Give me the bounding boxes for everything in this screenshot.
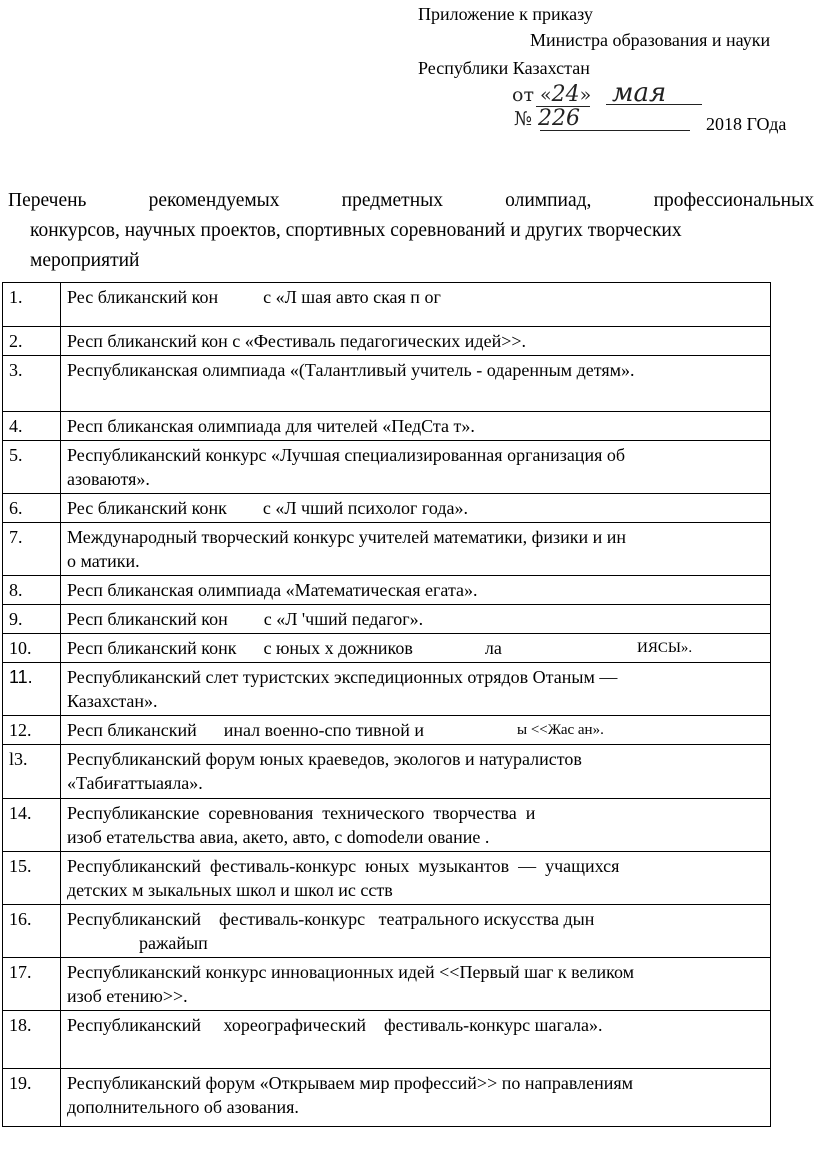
table-row [3, 716, 771, 745]
row-text-line: Рес бликанский кон с «Л шая авто ская п ог [67, 287, 441, 307]
row-number: 19. [3, 1069, 61, 1127]
row-number: 14. [3, 799, 61, 852]
table-row [3, 494, 771, 523]
table-row [3, 852, 771, 905]
row-number: 7. [3, 523, 61, 576]
row-text-line: Респ бликанский инал военно-спо тивной и [67, 720, 425, 740]
row-number: 6. [3, 494, 61, 523]
row-text-line: Респ бликанский кон с «Л 'чший педагог». [67, 609, 424, 629]
row-text [61, 283, 771, 327]
row-number: 1. [3, 283, 61, 327]
date-suffix: » [579, 84, 592, 106]
number-value: 226 [538, 106, 581, 131]
table-row [3, 745, 771, 799]
title-word: олимпиад, [505, 190, 592, 211]
row-text [61, 958, 771, 1011]
date-day: 24 [551, 82, 580, 107]
table-row [3, 441, 771, 494]
row-text-line: Республиканский форум юных краеведов, экологов и натуралистов [67, 749, 582, 769]
title-word: Перечень [8, 190, 87, 211]
header-year: 2018 ГОда [706, 114, 787, 134]
row-text-line: Рес бликанский конк с «Л чший психолог года». [67, 498, 468, 518]
row-text-line: Республиканский фестиваль-конкурс юных музыкантов — учащихся [67, 856, 620, 876]
row-number: 10. [3, 634, 61, 663]
row-text-line: Республиканский форум «Открываем мир профессий>> по направлениям [67, 1073, 634, 1093]
table-row [3, 1011, 771, 1069]
table-row [3, 634, 771, 663]
row-number: 4. [3, 412, 61, 441]
row-number: 8. [3, 576, 61, 605]
row-text: Респ бликанский конк с юных х дожников ла ИЯСЫ». [61, 634, 771, 663]
row-text [61, 327, 771, 356]
row-text-line: Респ бликанская олимпиада для чителей «ПедСта т». [67, 416, 475, 436]
row-number: 16. [3, 905, 61, 958]
date-stamp [512, 82, 591, 107]
row-text-line: изоб етению>>. [67, 986, 188, 1006]
header-line-2: Министра образования и науки [530, 30, 771, 50]
row-number: 15. [3, 852, 61, 905]
order-number [514, 106, 580, 131]
title-word: профессиональных [653, 190, 814, 211]
table-row [3, 958, 771, 1011]
row-number: 12. [3, 716, 61, 745]
date-prefix: от « [512, 84, 552, 106]
row-text-line: Республиканский конкурс инновационных идей <<Первый шаг к великом [67, 962, 635, 982]
table-row [3, 576, 771, 605]
header-line-1: Приложение к приказу [418, 4, 593, 24]
row-text [61, 494, 771, 523]
row-text [61, 663, 771, 716]
row-number: 11. [3, 663, 61, 716]
row-number: l3. [3, 745, 61, 799]
row-text [61, 441, 771, 494]
number-prefix: № [514, 108, 532, 130]
table-row [3, 523, 771, 576]
row-text [61, 852, 771, 905]
row-text-line: Респ бликанский кон с «Фестиваль педагогических идей>>. [67, 331, 527, 351]
row-text-line: Республиканская олимпиада «(Талантливый учитель - одаренным детям». [67, 360, 635, 380]
table-row [3, 283, 771, 327]
row-text [61, 523, 771, 576]
events-table [2, 282, 771, 1127]
table-row [3, 412, 771, 441]
row-text-line: Республиканский конкурс «Лучшая специализированная организация об [67, 445, 626, 465]
row-text [61, 1011, 771, 1069]
row-number: 18. [3, 1011, 61, 1069]
title-word: рекомендуемых [148, 190, 280, 211]
row-text-line: Респ бликанская олимпиада «Математическая егата». [67, 580, 478, 600]
table-row [3, 799, 771, 852]
header-line-3: Республики Казахстан [418, 58, 590, 78]
row-text-line: Международный творческий конкурс учителей математики, физики и ин [67, 527, 626, 547]
row-text-line: Республиканский хореографический фестиваль-конкурс шагала». [67, 1015, 603, 1035]
row-text-line: о матики. [67, 551, 140, 571]
row-text-line: Республиканский слет туристских экспедиционных отрядов Отаным — [67, 667, 618, 687]
row-number: 9. [3, 605, 61, 634]
row-text: Респ бликанский инал военно-спо тивной и ы <<Жас ан». [61, 716, 771, 745]
table-row [3, 905, 771, 958]
row-text-line: дополнительного об азования. [67, 1097, 299, 1117]
title-line-2: конкурсов, научных проектов, спортивных соревнований и других творческих [30, 220, 682, 241]
table-row [3, 663, 771, 716]
row-text-line: Респ бликанский конк с юных х дожников ла [67, 638, 502, 658]
row-text [61, 356, 771, 412]
row-text-line: ражайып [67, 933, 208, 953]
number-underline [540, 130, 690, 131]
row-number: 5. [3, 441, 61, 494]
row-number: 17. [3, 958, 61, 1011]
table-row [3, 327, 771, 356]
row-text [61, 905, 771, 958]
row-text-line: изоб етательства авиа, акето, авто, с domodели ование . [67, 827, 490, 847]
table-row [3, 1069, 771, 1127]
row-text-line: Республиканские соревнования технического творчества и [67, 803, 536, 823]
row-text [61, 745, 771, 799]
table-row [3, 356, 771, 412]
month-underline [606, 104, 702, 105]
title-line-3: мероприятий [30, 250, 140, 271]
title-line-1 [8, 190, 814, 212]
date-month: мая [612, 78, 667, 108]
row-number: 2. [3, 327, 61, 356]
row-text-line: Республиканский фестиваль-конкурс театрального искусства дын [67, 909, 595, 929]
row-text [61, 799, 771, 852]
table-row [3, 605, 771, 634]
row-text-line: «Табиғаттыаяла». [67, 773, 203, 793]
row-text [61, 412, 771, 441]
row-text [61, 1069, 771, 1127]
row-text [61, 576, 771, 605]
row-number: 3. [3, 356, 61, 412]
row-text-line: детских м зыкальных школ и школ ис сств [67, 880, 393, 900]
title-word: предметных [341, 190, 443, 211]
row-text-line: Казахстан». [67, 691, 158, 711]
row-text [61, 605, 771, 634]
row-text-line: азоваютя». [67, 469, 150, 489]
